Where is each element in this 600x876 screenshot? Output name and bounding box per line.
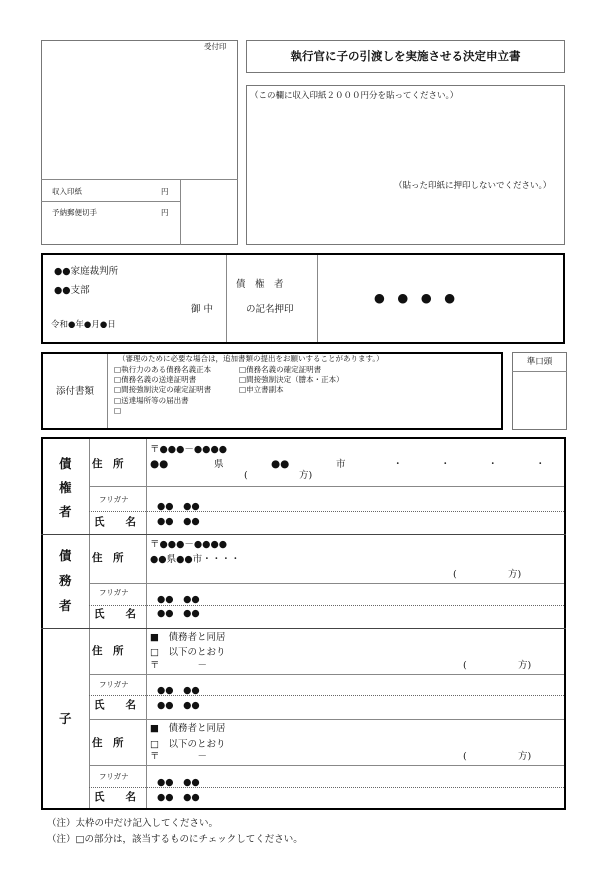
child-postal[interactable]: 〒 － [150, 660, 208, 671]
attachments-label: 添付書類 [56, 386, 95, 397]
debtor-address[interactable]: ●●県●●市・・・・ [150, 554, 241, 565]
creditor-furigana-value[interactable]: ●● ●● [157, 501, 200, 512]
yobin-label: 予納郵便切手 [52, 208, 97, 217]
filing-date: 令和●年●月●日 [51, 320, 116, 330]
section-separator [41, 534, 566, 535]
child-label: 子 [59, 711, 72, 726]
creditor-label-1: 債 [59, 456, 72, 471]
debtor-paren-open: ( [453, 569, 457, 580]
yen-label-1: 円 [161, 187, 169, 196]
creditor-name-value[interactable]: ●● ●● [157, 516, 200, 527]
creditor-address-1[interactable]: ●● [150, 458, 169, 470]
child-furigana-label: フリガナ [99, 680, 129, 689]
section-separator [41, 628, 566, 629]
child-address-label: 住 所 [92, 737, 124, 749]
creditor-label-3: 者 [59, 504, 72, 519]
attachment-item[interactable]: □間接強制決定の確定証明書 [114, 385, 212, 394]
child-option-checked[interactable]: ■ 債務者と同居 [150, 632, 226, 643]
creditor-paren-open: ( [244, 470, 248, 481]
inshi-note-top: （この欄に収入印紙２０００円分を貼ってください。） [250, 91, 459, 101]
shunyu-label: 収入印紙 [52, 187, 82, 196]
creditor-address-dots: ・ ・ ・ ・ [393, 459, 546, 470]
child-option-checked[interactable]: ■ 債務者と同居 [150, 723, 226, 734]
child-paren-open: ( [463, 751, 467, 762]
footnote-1: （注）太枠の中だけ記入してください。 [47, 818, 219, 829]
creditor-address-2[interactable]: ●● [271, 458, 290, 470]
child-furigana-value[interactable]: ●● ●● [157, 777, 200, 788]
creditor-label-2: 権 [59, 480, 72, 495]
court-box [41, 253, 565, 344]
creditor-seal-label-1: 債 権 者 [236, 279, 284, 290]
child-name-label: 氏 名 [94, 699, 136, 711]
attachment-item[interactable]: □送達場所等の届出書 [114, 396, 189, 405]
row-separator [89, 583, 564, 584]
court-divider-1 [226, 255, 227, 342]
creditor-ken: 県 [214, 459, 224, 470]
attachment-item[interactable]: □申立書副本 [239, 385, 284, 394]
debtor-label-2: 務 [59, 573, 72, 588]
attachments-divider [107, 354, 108, 428]
child-option-unchecked[interactable]: □ 以下のとおり [150, 739, 226, 750]
attachment-item[interactable]: □執行力のある債務名義正本 [114, 365, 212, 374]
inshi-box [246, 85, 565, 245]
inshi-note-bottom: （貼った印紙に押印しないでください。） [394, 181, 552, 191]
child-kata: 方) [518, 660, 532, 671]
child-furigana-value[interactable]: ●● ●● [157, 685, 200, 696]
row-separator [89, 674, 564, 675]
child-name-value[interactable]: ●● ●● [157, 792, 200, 803]
child-address-label: 住 所 [92, 645, 124, 657]
debtor-name-label: 氏 名 [94, 608, 136, 620]
debtor-name-value[interactable]: ●● ●● [157, 608, 200, 619]
child-paren-open: ( [463, 660, 467, 671]
yen-label-2: 円 [161, 208, 169, 217]
child-name-value[interactable]: ●● ●● [157, 700, 200, 711]
debtor-kata: 方) [508, 569, 522, 580]
junkuchi-divider [512, 371, 567, 372]
seal-value: ● ● ● ● [374, 290, 456, 305]
court-branch: ●●支部 [54, 285, 90, 296]
onchu-label: 御 中 [191, 304, 214, 315]
court-divider-2 [317, 255, 318, 342]
creditor-shi: 市 [336, 459, 346, 470]
parties-table [41, 437, 566, 810]
row-separator [89, 486, 564, 487]
child-name-label: 氏 名 [94, 791, 136, 803]
debtor-label-3: 者 [59, 598, 72, 613]
child-kata: 方) [518, 751, 532, 762]
court-name: ●●家庭裁判所 [54, 266, 119, 277]
furigana-line [89, 605, 564, 606]
child-furigana-label: フリガナ [99, 772, 129, 781]
debtor-furigana-label: フリガナ [99, 588, 129, 597]
creditor-seal-label-2: の記名押印 [246, 304, 294, 315]
debtor-furigana-value[interactable]: ●● ●● [157, 594, 200, 605]
attachments-note: （審理のために必要な場合は，追加書類の提出をお願いすることがあります。） [118, 354, 384, 363]
creditor-kata: 方) [299, 470, 313, 481]
junkuchi-label: 準口頭 [526, 357, 553, 367]
attachment-item[interactable]: □債務名義の確定証明書 [239, 365, 322, 374]
row-separator [89, 765, 564, 766]
row-separator [89, 719, 564, 720]
label-col-divider-2 [146, 439, 147, 808]
creditor-name-label: 氏 名 [94, 516, 136, 528]
attachment-item[interactable]: □ [114, 406, 122, 415]
creditor-address-label: 住 所 [92, 458, 124, 470]
page-title: 執行官に子の引渡しを実施させる決定申立書 [290, 49, 521, 63]
child-option-unchecked[interactable]: □ 以下のとおり [150, 647, 226, 658]
stamp-divider-v [180, 179, 181, 245]
child-postal[interactable]: 〒 － [150, 751, 208, 762]
debtor-postal[interactable]: 〒●●●－●●●● [150, 539, 228, 550]
creditor-furigana-label: フリガナ [99, 495, 129, 504]
debtor-address-label: 住 所 [92, 552, 124, 564]
stamp-divider [41, 179, 238, 180]
uketsuke-label: 受付印 [204, 42, 227, 51]
footnote-2: （注）□の部分は，該当するものにチェックしてください。 [47, 834, 303, 845]
attachment-item[interactable]: □債務名義の送達証明書 [114, 375, 197, 384]
debtor-label-1: 債 [59, 548, 72, 563]
attachment-item[interactable]: □間接強制決定（謄本・正本） [239, 375, 344, 384]
stamp-divider-2 [41, 201, 180, 202]
label-col-divider-1 [89, 439, 90, 808]
creditor-postal[interactable]: 〒●●●－●●●● [150, 444, 228, 455]
